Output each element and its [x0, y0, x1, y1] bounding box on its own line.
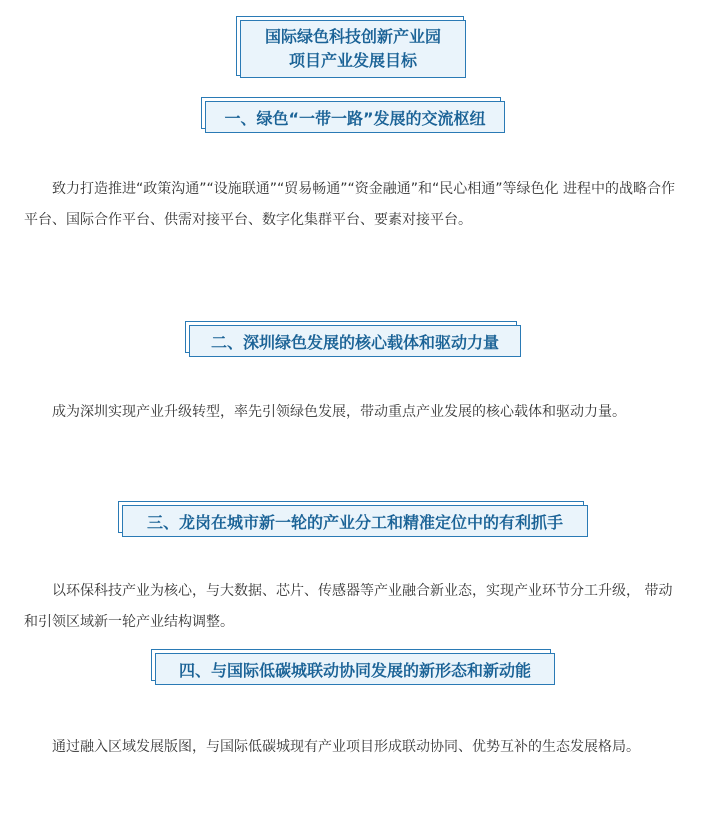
- section-heading-1-label: 一、绿色“一带一路”发展的交流枢纽: [205, 101, 505, 133]
- section-heading-4: [155, 653, 555, 685]
- section-heading-3-label: 三、龙岗在城市新一轮的产业分工和精准定位中的有利抓手: [122, 505, 588, 537]
- section-heading-1: [205, 101, 505, 133]
- page-title: [240, 20, 466, 78]
- section-heading-3: [122, 505, 588, 537]
- section-heading-2-label: 二、深圳绿色发展的核心载体和驱动力量: [189, 325, 521, 357]
- section-heading-4-label: 四、与国际低碳城联动协同发展的新形态和新动能: [155, 653, 555, 685]
- section-heading-2: [189, 325, 521, 357]
- section-body-1: 致力打造推进“政策沟通”“设施联通”“贸易畅通”“资金融通”和“民心相通”等绿色化 进程中的战略合作平台、国际合作平台、供需对接平台、数字化集群平台、要素对接平台。: [24, 181, 675, 228]
- page-title-line1: 国际绿色科技创新产业园: [264, 27, 441, 46]
- section-body-2: 成为深圳实现产业升级转型，率先引领绿色发展，带动重点产业发展的核心载体和驱动力量。: [52, 404, 626, 420]
- page-title-line2: 项目产业发展目标: [288, 51, 417, 70]
- section-body-3: 以环保科技产业为核心，与大数据、芯片、传感器等产业融合新业态，实现产业环节分工升级， 带动和引领区域新一轮产业结构调整。: [24, 583, 673, 630]
- title-frame: [240, 20, 468, 80]
- section-body-4: 通过融入区域发展版图，与国际低碳城现有产业项目形成联动协同、优势互补的生态发展格局。: [52, 739, 640, 755]
